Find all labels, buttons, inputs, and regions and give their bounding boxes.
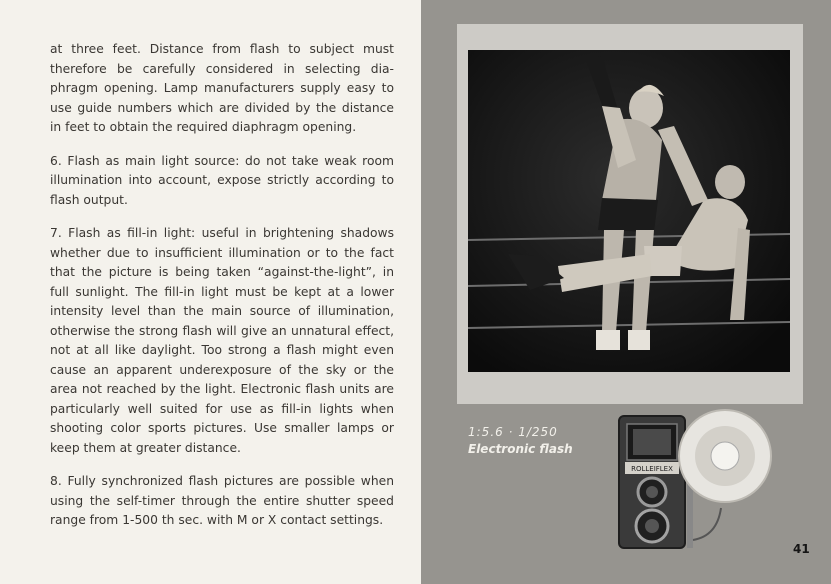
body-text xyxy=(50,40,394,545)
page-number: 41 xyxy=(793,542,810,556)
camera-badge: ROLLEIFLEX xyxy=(631,465,673,473)
paragraph-distance: at three feet. Distance from flash to subject must therefore be carefully considered in selecting dia-phragm opening. Lamp manufacturers supply easy to use guide numbers which are divided by the distance in feet to obtain the required diaphragm opening. xyxy=(50,42,394,134)
camera-flash-icon xyxy=(597,408,787,558)
exposure-settings: 1:5.6 · 1/250 xyxy=(468,425,558,439)
paragraph-main-light: 6. Flash as main light source: do not take weak room illumination into account, expose strictly according to flash output. xyxy=(50,153,394,207)
paragraph-synchronized-flash: 8. Fully synchronized flash pictures are possible when using the self-timer through the entire shutter speed range from 1-500 th sec. with M or X contact settings. xyxy=(50,474,394,527)
camera-with-flash xyxy=(597,408,787,558)
photo-frame xyxy=(457,24,803,404)
caption-label: Electronic flash xyxy=(468,442,573,456)
right-page xyxy=(421,0,831,584)
wrestling-illustration xyxy=(468,50,790,372)
wrestling-photo xyxy=(468,50,790,372)
photo-caption xyxy=(468,424,573,458)
paragraph-fill-in-light: 7. Flash as fill-in light: useful in brightening shadows whether due to insufficient illumination or to the fact that the picture is being taken “against-the-light”, in full sunlight. The fill-in light must be kept at a lower intensity level than the main source of illumination, otherwise the strong flash will give an unnatural effect, not at all like daylight. Too strong a flash might even cause an apparent underexposure of the sky or the area not reached by the light. Electronic flash units are particularly well suited for use as fill-in lights when shooting color sports pictures. Use smaller lamps or keep them at greater distance. xyxy=(50,226,394,455)
